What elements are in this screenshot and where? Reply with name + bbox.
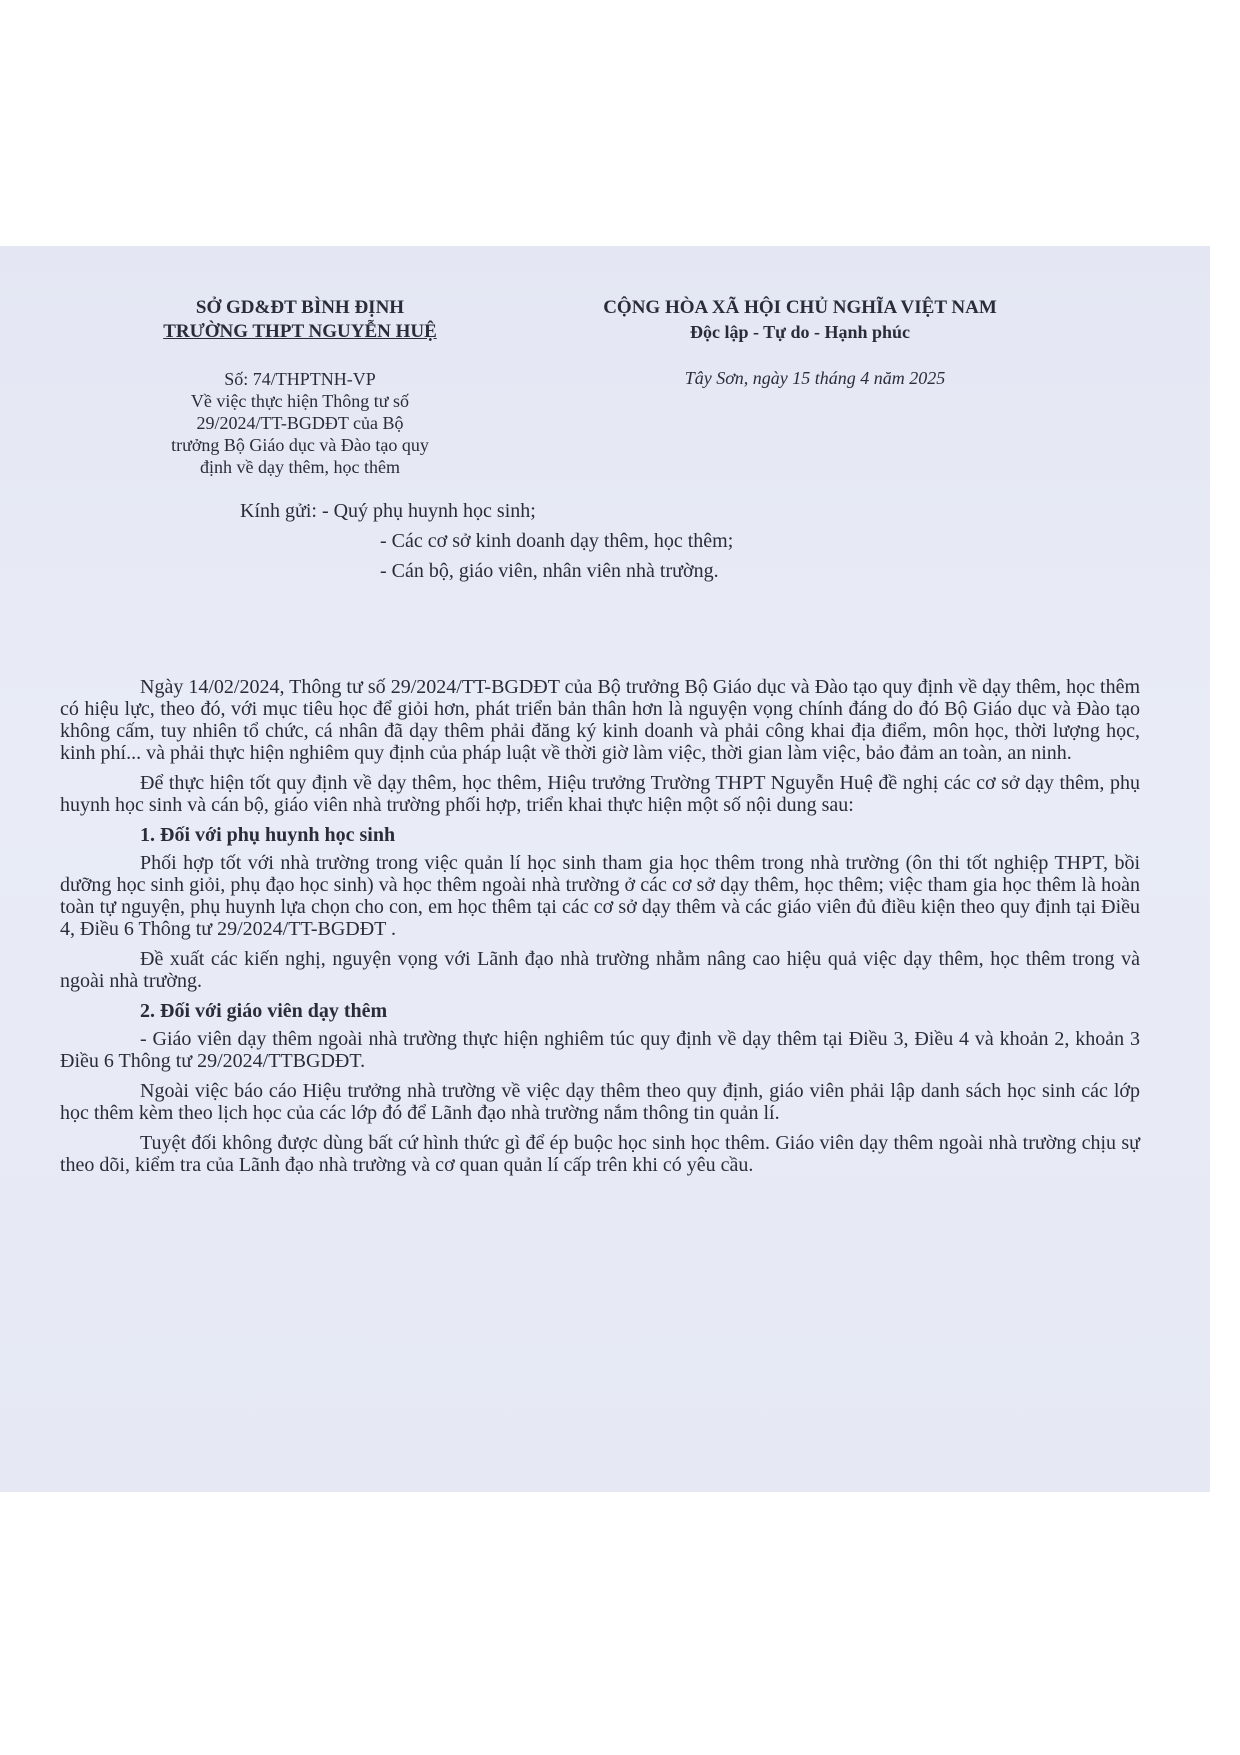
- recipient-line-3: - Cán bộ, giáo viên, nhân viên nhà trường.: [380, 560, 719, 582]
- school-name: TRƯỜNG THPT NGUYỄN HUỆ: [163, 321, 437, 342]
- paragraph-intro: Ngày 14/02/2024, Thông tư số 29/2024/TT-BGDĐT của Bộ trưởng Bộ Giáo dục và Đào tạo quy định về dạy thêm, học thêm có hiệu lực, theo đó, với mục tiêu học để giỏi hơn, phát triển bản thân hơn là nguyện vọng chính đáng do đó Bộ Giáo dục và Đào tạo không cấm, tuy nhiên tổ chức, cá nhân đã dạy thêm phải đăng ký kinh doanh và phải công khai địa điểm, môn học, thời lượng học, kinh phí... và phải thực hiện nghiêm quy định của pháp luật về thời giờ làm việc, thời gian làm việc, bảo đảm an toàn, an ninh.: [60, 676, 1140, 764]
- subject-line-1: Về việc thực hiện Thông tư số: [190, 391, 410, 411]
- document-photo: [0, 246, 1210, 1492]
- document-number: Số: 74/THPTNH-VP: [224, 369, 376, 389]
- recipients: [240, 496, 1040, 586]
- paragraph-parents-1: Phối hợp tốt với nhà trường trong việc quản lí học sinh tham gia học thêm trong nhà trường (ôn thi tốt nghiệp THPT, bồi dưỡng học sinh giỏi, phụ đạo học sinh) và học thêm ngoài nhà trường ở các cơ sở dạy thêm, học thêm; việc tham gia học thêm là hoàn toàn tự nguyện, phụ huynh lựa chọn cho con, em học thêm tại các cơ sở dạy thêm và các giáo viên đủ điều kiện theo quy định tại Điều 4, Điều 6 Thông tư 29/2024/TT-BGDĐT .: [60, 852, 1140, 940]
- document-reference: [80, 368, 520, 478]
- subject-line-4: định về dạy thêm, học thêm: [200, 457, 400, 477]
- section-heading-teachers: 2. Đối với giáo viên dạy thêm: [140, 1000, 388, 1022]
- subject-line-2: 29/2024/TT-BGDĐT của Bộ: [196, 413, 404, 433]
- recipient-line-1: Kính gửi: - Quý phụ huynh học sinh;: [240, 500, 536, 522]
- recipient-line-2: - Các cơ sở kinh doanh dạy thêm, học thêm;: [380, 530, 734, 552]
- document-body: [60, 676, 1140, 1184]
- national-motto: Độc lập - Tự do - Hạnh phúc: [689, 322, 911, 342]
- section-heading-parents: 1. Đối với phụ huynh học sinh: [140, 824, 396, 846]
- paragraph-teachers-2: Ngoài việc báo cáo Hiệu trưởng nhà trường về việc dạy thêm theo quy định, giáo viên phải lập danh sách học sinh các lớp học thêm kèm theo lịch học của các lớp đó để Lãnh đạo nhà trường nắm thông tin quản lí.: [60, 1080, 1140, 1124]
- subject-line-3: trưởng Bộ Giáo dục và Đào tạo quy: [171, 435, 429, 455]
- issuer-header: [120, 296, 480, 344]
- department-name: SỞ GD&ĐT BÌNH ĐỊNH: [195, 297, 405, 318]
- national-title: CỘNG HÒA XÃ HỘI CHỦ NGHĨA VIỆT NAM: [603, 297, 997, 318]
- paragraph-teachers-1: - Giáo viên dạy thêm ngoài nhà trường thực hiện nghiêm túc quy định về dạy thêm tại Điều 3, Điều 4 và khoản 2, khoản 3 Điều 6 Thông tư 29/2024/TTBGDĐT.: [60, 1028, 1140, 1072]
- national-header: [520, 296, 1080, 344]
- paragraph-request: Để thực hiện tốt quy định về dạy thêm, học thêm, Hiệu trưởng Trường THPT Nguyễn Huệ đề nghị các cơ sở dạy thêm, phụ huynh học sinh và cán bộ, giáo viên nhà trường phối hợp, triển khai thực hiện một số nội dung sau:: [60, 772, 1140, 816]
- paragraph-teachers-3: Tuyệt đối không được dùng bất cứ hình thức gì để ép buộc học sinh học thêm. Giáo viên dạy thêm ngoài nhà trường chịu sự theo dõi, kiểm tra của Lãnh đạo nhà trường và cơ quan quản lí cấp trên khi có yêu cầu.: [60, 1132, 1140, 1176]
- document-date: Tây Sơn, ngày 15 tháng 4 năm 2025: [684, 368, 946, 388]
- paragraph-parents-2: Đề xuất các kiến nghị, nguyện vọng với Lãnh đạo nhà trường nhằm nâng cao hiệu quả việc dạy thêm, học thêm trong và ngoài nhà trường.: [60, 948, 1140, 992]
